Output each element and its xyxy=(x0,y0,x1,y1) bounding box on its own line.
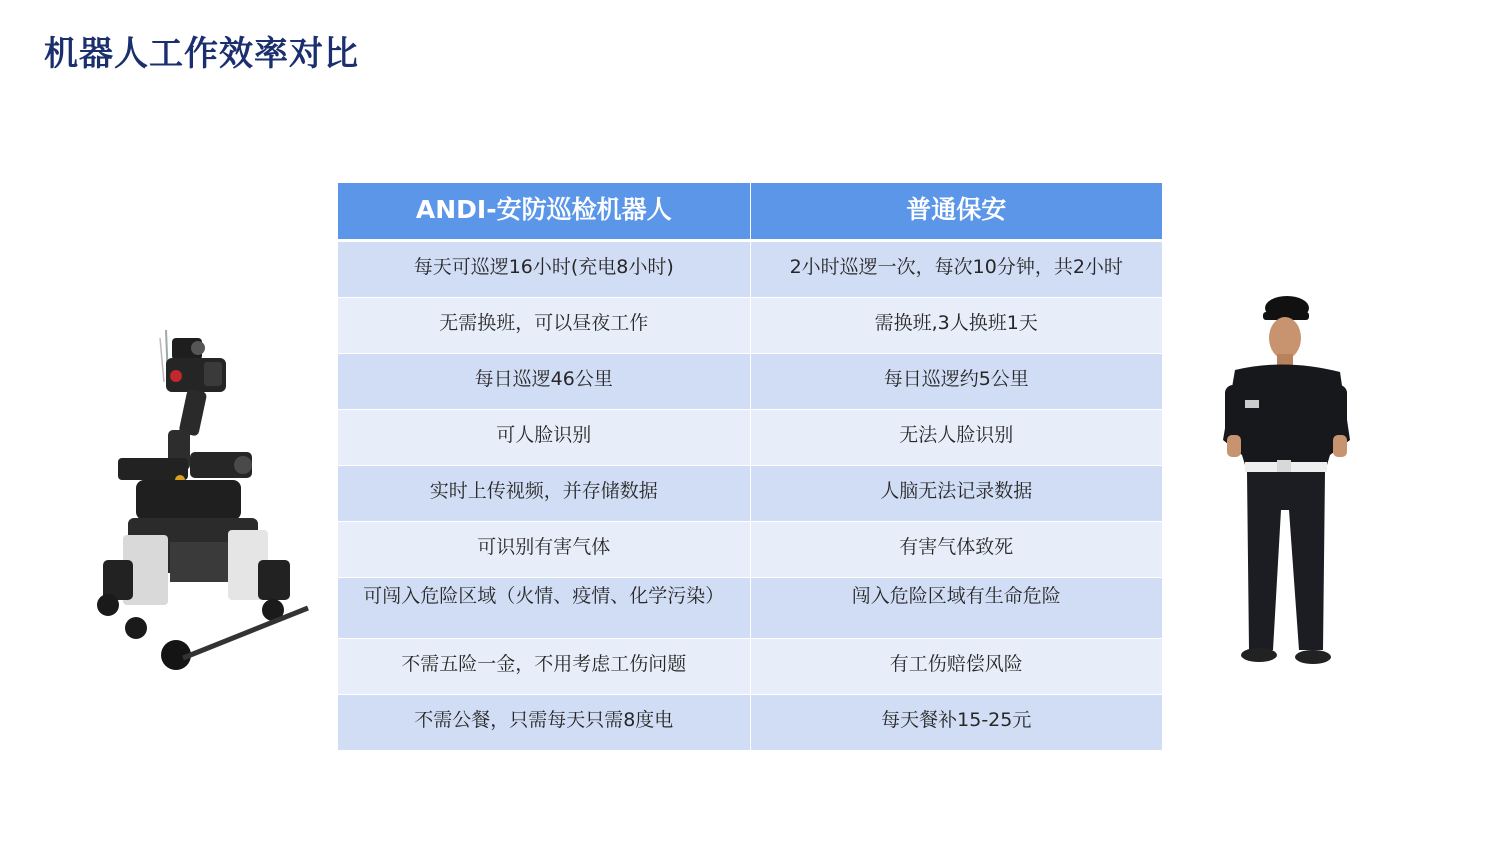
guard-cell: 有工伤赔偿风险 xyxy=(750,639,1163,695)
page-title: 机器人工作效率对比 xyxy=(44,34,359,74)
robot-cell: 可识别有害气体 xyxy=(338,522,751,578)
header-guard: 普通保安 xyxy=(750,183,1163,241)
table-row xyxy=(338,695,1163,751)
comparison-table xyxy=(337,182,1163,751)
robot-cell: 无需换班，可以昼夜工作 xyxy=(338,298,751,354)
table-row xyxy=(338,578,1163,639)
robot-cell: 可闯入危险区域（火情、疫情、化学污染） xyxy=(338,578,751,639)
robot-cell: 可人脸识别 xyxy=(338,410,751,466)
guard-cell: 每天餐补15-25元 xyxy=(750,695,1163,751)
guard-cell: 无法人脸识别 xyxy=(750,410,1163,466)
guard-cell: 需换班,3人换班1天 xyxy=(750,298,1163,354)
table-row xyxy=(338,522,1163,578)
robot-cell: 每日巡逻46公里 xyxy=(338,354,751,410)
guard-cell: 闯入危险区域有生命危险 xyxy=(750,578,1163,639)
table-row xyxy=(338,639,1163,695)
table-row xyxy=(338,354,1163,410)
security-guard-image xyxy=(1215,290,1365,675)
guard-cell: 有害气体致死 xyxy=(750,522,1163,578)
robot-cell: 每天可巡逻16小时(充电8小时) xyxy=(338,241,751,298)
robot-cell: 实时上传视频，并存储数据 xyxy=(338,466,751,522)
patrol-robot-image xyxy=(88,320,318,680)
guard-cell: 人脑无法记录数据 xyxy=(750,466,1163,522)
guard-cell: 2小时巡逻一次，每次10分钟，共2小时 xyxy=(750,241,1163,298)
table-header-row xyxy=(338,183,1163,241)
table-row xyxy=(338,410,1163,466)
robot-cell: 不需五险一金，不用考虑工伤问题 xyxy=(338,639,751,695)
robot-cell: 不需公餐，只需每天只需8度电 xyxy=(338,695,751,751)
header-robot: ANDI-安防巡检机器人 xyxy=(338,183,751,241)
table-row xyxy=(338,241,1163,298)
guard-cell: 每日巡逻约5公里 xyxy=(750,354,1163,410)
table-row xyxy=(338,298,1163,354)
table-row xyxy=(338,466,1163,522)
